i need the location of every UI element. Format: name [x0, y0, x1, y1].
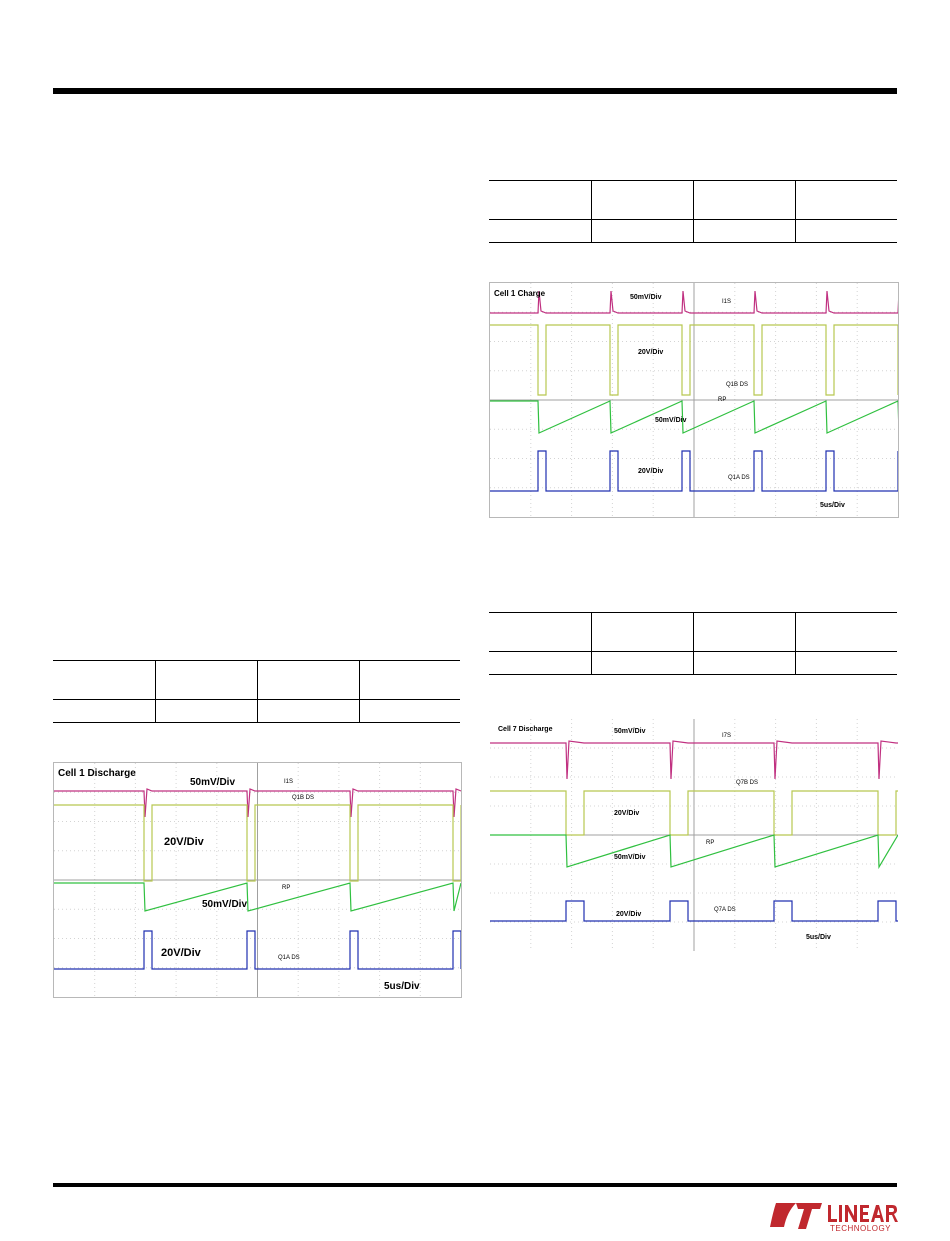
magenta-scale-label: 50mV/Div — [190, 777, 236, 788]
blue-scale-label: 20V/Div — [161, 947, 201, 959]
logo-wordmark — [828, 1205, 898, 1233]
trace-label-blue: Q1A DS — [278, 955, 300, 961]
trace-label-yellow: Q7B DS — [736, 780, 759, 786]
yellow-scale-label: 20V/Div — [638, 349, 664, 356]
scope-title: Cell 7 Discharge — [498, 726, 553, 733]
scope-cell7-discharge — [489, 718, 899, 952]
table-cell1-discharge — [53, 660, 460, 723]
time-scale-label: 5us/Div — [806, 934, 831, 941]
blue-scale-label: 20V/Div — [638, 468, 664, 475]
top-rule — [53, 88, 897, 94]
trace-label-yellow: Q1B DS — [292, 795, 315, 801]
scope-title: Cell 1 Discharge — [58, 768, 136, 779]
table-row — [489, 652, 897, 675]
table-header-row — [489, 181, 897, 220]
table-header-row — [489, 613, 897, 652]
table-cell1-charge — [489, 180, 897, 243]
green-scale-label: 50mV/Div — [614, 854, 646, 861]
oscilloscope-plot — [54, 763, 461, 997]
table-header-row — [53, 661, 460, 700]
oscilloscope-plot — [490, 719, 898, 951]
trace-label-green: RP — [282, 885, 291, 891]
linear-technology-logo — [766, 1199, 898, 1233]
table-cell7-discharge — [489, 612, 897, 675]
grid — [490, 283, 898, 517]
green-scale-label: 50mV/Div — [655, 417, 687, 424]
magenta-scale-label: 50mV/Div — [614, 728, 646, 735]
yellow-scale-label: 20V/Div — [164, 836, 204, 848]
scope-title: Cell 1 Charge — [494, 289, 546, 298]
trace-label-magenta: I1S — [284, 779, 294, 785]
trace-label-yellow: Q1B DS — [726, 382, 749, 388]
oscilloscope-plot — [490, 283, 898, 517]
time-scale-label: 5us/Div — [820, 502, 845, 509]
blue-scale-label: 20V/Div — [616, 911, 642, 918]
time-scale-label: 5us/Div — [384, 981, 420, 992]
trace-label-green: RP — [718, 397, 727, 403]
svg-text:TECHNOLOGY: TECHNOLOGY — [830, 1224, 892, 1233]
trace-label-magenta: I1S — [722, 299, 732, 305]
grid — [54, 763, 461, 997]
magenta-scale-label: 50mV/Div — [630, 294, 662, 301]
table-row — [53, 700, 460, 723]
bottom-rule — [53, 1183, 897, 1187]
lt-logo-mark-icon — [770, 1203, 822, 1229]
trace-label-magenta: I7S — [722, 733, 732, 739]
trace-label-blue: Q7A DS — [714, 907, 736, 913]
trace-label-blue: Q1A DS — [728, 475, 750, 481]
green-scale-label: 50mV/Div — [202, 899, 248, 910]
yellow-scale-label: 20V/Div — [614, 810, 640, 817]
scope-cell1-discharge — [53, 762, 462, 998]
scope-cell1-charge — [489, 282, 899, 518]
trace-label-green: RP — [706, 840, 715, 846]
table-row — [489, 220, 897, 243]
